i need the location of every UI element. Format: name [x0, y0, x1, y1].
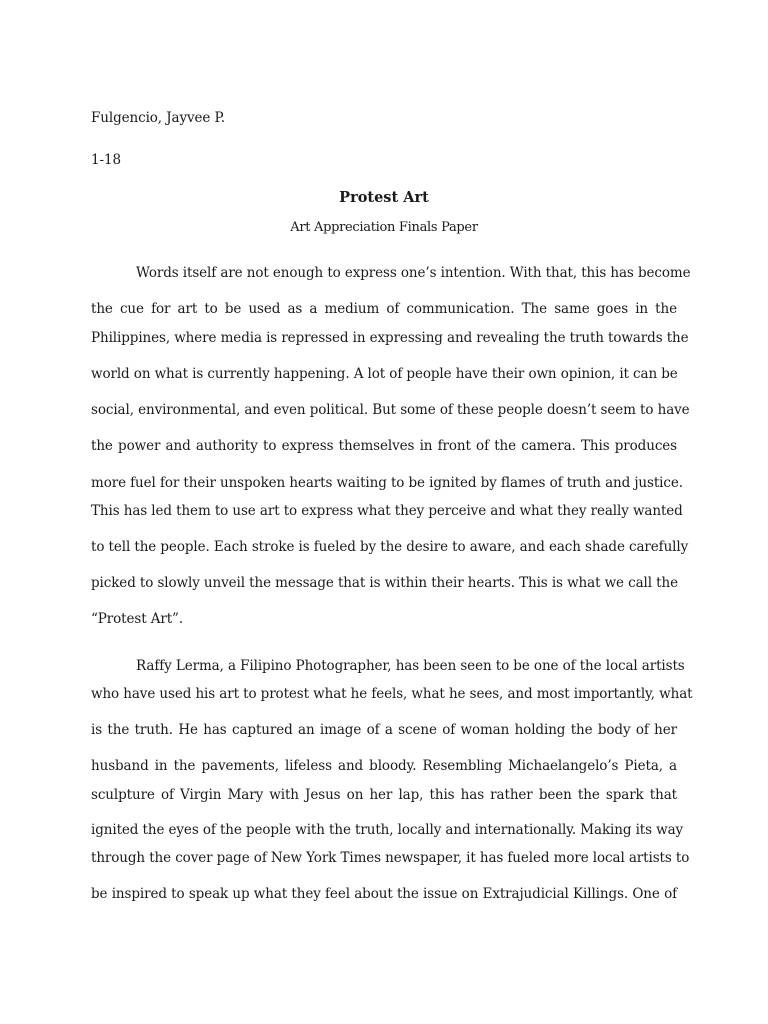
paragraph-2-line: is the truth. He has captured an image of a scene of woman holding the body of her: [91, 722, 677, 738]
paragraph-2-line: husband in the pavements, lifeless and bloody. Resembling Michaelangelo’s Pieta, a: [91, 758, 677, 774]
paragraph-1-line: Philippines, where media is repressed in expressing and revealing the truth towards the: [91, 330, 689, 346]
paragraph-1-line: the power and authority to express themselves in front of the camera. This produces: [91, 438, 677, 454]
paragraph-1-line: This has led them to use art to express what they perceive and what they really wanted: [91, 503, 683, 519]
paragraph-1-line: to tell the people. Each stroke is fueled by the desire to aware, and each shade carefully: [91, 539, 689, 555]
paragraph-2-line: sculpture of Virgin Mary with Jesus on her lap, this has rather been the spark that: [91, 787, 677, 803]
paragraph-2-line: Raffy Lerma, a Filipino Photographer, has been seen to be one of the local artists: [136, 658, 685, 674]
author-name: Fulgencio, Jayvee P.: [91, 110, 225, 126]
paragraph-1-line: more fuel for their unspoken hearts waiting to be ignited by flames of truth and justice.: [91, 475, 683, 491]
paragraph-1-line: the cue for art to be used as a medium of communication. The same goes in the: [91, 301, 677, 317]
section-number: 1-18: [91, 152, 121, 168]
paragraph-1-line: social, environmental, and even political. But some of these people doesn’t seem to have: [91, 402, 690, 418]
paragraph-1-line: Words itself are not enough to express one’s intention. With that, this has become: [136, 265, 691, 281]
paragraph-1-line: world on what is currently happening. A lot of people have their own opinion, it can be: [91, 366, 678, 382]
paragraph-1-line: picked to slowly unveil the message that is within their hearts. This is what we call the: [91, 575, 678, 591]
paper-title: Protest Art: [339, 189, 429, 206]
paper-subtitle: Art Appreciation Finals Paper: [290, 220, 478, 235]
paragraph-2-line: through the cover page of New York Times newspaper, it has fueled more local artists to: [91, 850, 690, 866]
paragraph-1-line: “Protest Art”.: [91, 611, 184, 627]
paragraph-2-line: be inspired to speak up what they feel about the issue on Extrajudicial Killings. One of: [91, 886, 677, 902]
paragraph-2-line: ignited the eyes of the people with the truth, locally and internationally. Making its way: [91, 822, 684, 838]
paragraph-2-line: who have used his art to protest what he feels, what he sees, and most importantly, what: [91, 686, 693, 702]
